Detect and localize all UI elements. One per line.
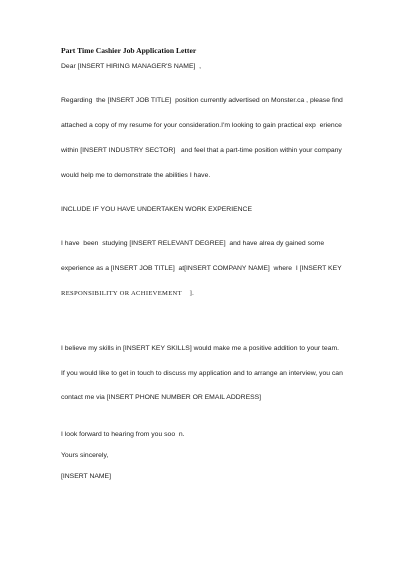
paragraph-line: RESPONSIBILITY OR ACHIEVEMENT ]. xyxy=(61,290,195,298)
paragraph-line: I have been studying [INSERT RELEVANT DEGREE] and have alrea dy gained some xyxy=(61,240,325,248)
paragraph-regarding xyxy=(61,80,361,196)
include-note: INCLUDE IF YOU HAVE UNDERTAKEN WORK EXPERIENCE xyxy=(61,206,252,214)
paragraph-closing-remark: I look forward to hearing from you soo n. xyxy=(61,431,185,439)
paragraph-skills xyxy=(61,328,361,419)
closing: Yours sincerely, xyxy=(61,451,109,459)
letter-title: Part Time Cashier Job Application Letter xyxy=(61,46,197,55)
paragraph-line: attached a copy of my resume for your consideration.I'm looking to gain practical exp erience xyxy=(61,121,342,129)
letter-body xyxy=(61,46,361,481)
salutation: Dear [INSERT HIRING MANAGER'S NAME] , xyxy=(61,63,202,70)
paragraph-line: contact me via [INSERT PHONE NUMBER OR EMAIL ADDRESS] xyxy=(61,394,262,402)
paragraph-experience xyxy=(61,224,361,315)
signature-name: [INSERT NAME] xyxy=(61,472,111,480)
paragraph-line: would help me to demonstrate the abilities I have. xyxy=(61,171,211,179)
paragraph-line: within [INSERT INDUSTRY SECTOR] and feel that a part-time position within your company xyxy=(61,146,342,154)
paragraph-line: I believe my skills in [INSERT KEY SKILLS] would make me a positive addition to your team. xyxy=(61,344,340,352)
paragraph-line: experience as a [INSERT JOB TITLE] at[INSERT COMPANY NAME] where I [INSERT KEY xyxy=(61,265,342,273)
paragraph-line: Regarding the [INSERT JOB TITLE] position currently advertised on Monster.ca , please find xyxy=(61,96,343,104)
paragraph-line: If you would like to get in touch to discuss my application and to arrange an interview, you can xyxy=(61,369,343,377)
